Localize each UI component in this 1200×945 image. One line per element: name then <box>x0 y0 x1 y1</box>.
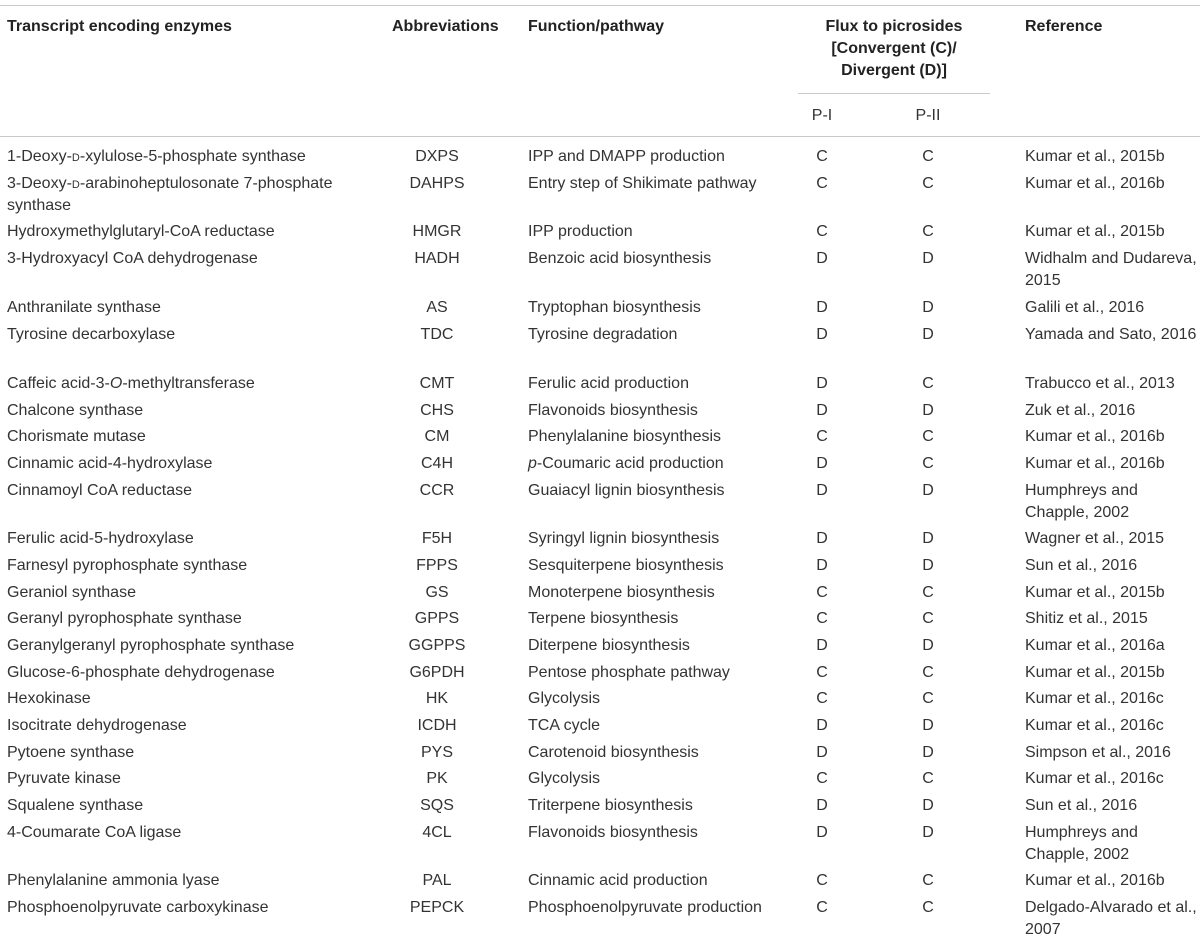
reference-cell: Trabucco et al., 2013 <box>1025 375 1175 392</box>
enzyme-name-suffix: -methyltransferase <box>122 375 255 392</box>
function-text: Carotenoid biosynthesis <box>528 744 699 761</box>
reference-cell: Kumar et al., 2016c <box>1025 770 1164 787</box>
function-text: Guaiacyl lignin biosynthesis <box>528 482 725 499</box>
enzyme-name-text: Cinnamic acid-4-hydroxylase <box>7 455 213 472</box>
function-cell <box>528 582 798 604</box>
flux-p1-cell: C <box>816 175 828 192</box>
header-bottom-rule <box>0 136 1200 137</box>
abbreviation-cell: SQS <box>420 797 454 814</box>
flux-p2-cell: D <box>922 326 934 343</box>
flux-p1-cell: C <box>816 899 828 916</box>
enzyme-name-text: Isocitrate dehydrogenase <box>7 717 187 734</box>
abbreviation-cell: GS <box>425 584 449 601</box>
flux-p1-cell: D <box>816 797 828 814</box>
function-text: Phenylalanine biosynthesis <box>528 428 722 445</box>
enzyme-name-cell <box>7 480 377 502</box>
abbreviation-cell: CM <box>424 428 450 445</box>
enzyme-name-text: Caffeic acid-3- <box>7 375 110 392</box>
reference-cell: Wagner et al., 2015 <box>1025 530 1165 547</box>
flux-p1-cell: D <box>816 717 828 734</box>
flux-p2-cell: D <box>922 797 934 814</box>
flux-p1-cell: C <box>816 690 828 707</box>
flux-p2-cell: C <box>922 770 934 787</box>
function-text: Tryptophan biosynthesis <box>528 299 701 316</box>
enzyme-name-text: Squalene synthase <box>7 797 144 814</box>
function-text: Benzoic acid biosynthesis <box>528 250 712 267</box>
abbreviation-cell: CHS <box>420 402 454 419</box>
flux-p1-cell: D <box>816 250 828 267</box>
abbreviation-cell: PK <box>426 770 448 787</box>
function-text: Cinnamic acid production <box>528 872 708 889</box>
function-text: Entry step of Shikimate pathway <box>528 175 757 192</box>
reference-cell: Kumar et al., 2015b <box>1025 584 1165 601</box>
function-cell <box>528 742 798 764</box>
enzyme-name-cell <box>7 582 377 604</box>
enzyme-name-cell <box>7 742 377 764</box>
function-cell <box>528 480 798 502</box>
function-cell <box>528 173 798 195</box>
enzyme-name-cell <box>7 795 377 817</box>
reference-cell: Sun et al., 2016 <box>1025 557 1138 574</box>
enzyme-name-text: Geranyl pyrophosphate synthase <box>7 610 242 627</box>
function-cell <box>528 897 798 919</box>
reference-cell: Kumar et al., 2015b <box>1025 223 1165 240</box>
flux-subheader-rule <box>798 93 990 94</box>
enzyme-name-cell <box>7 146 377 168</box>
enzyme-name-cell <box>7 688 377 710</box>
enzyme-name-cell <box>7 173 377 217</box>
enzyme-name-text: 4-Coumarate CoA ligase <box>7 824 182 841</box>
reference-cell: Kumar et al., 2016b <box>1025 428 1165 445</box>
enzyme-name-smallcaps: d <box>71 175 80 192</box>
enzyme-name-cell <box>7 608 377 630</box>
abbreviation-cell: ICDH <box>417 717 457 734</box>
enzyme-name-smallcaps: d <box>71 148 80 165</box>
header-enzyme: Transcript encoding enzymes <box>7 18 232 35</box>
flux-p2-cell: D <box>922 824 934 841</box>
flux-p2-cell: D <box>922 530 934 547</box>
enzyme-name-suffix: -xylulose-5-phosphate synthase <box>79 148 306 165</box>
enzyme-name-text: Chalcone synthase <box>7 402 144 419</box>
flux-p1-cell: C <box>816 148 828 165</box>
function-cell <box>528 822 798 844</box>
flux-p2-cell: C <box>922 428 934 445</box>
function-text: Pentose phosphate pathway <box>528 664 730 681</box>
abbreviation-cell: 4CL <box>422 824 452 841</box>
enzyme-name-cell <box>7 822 377 844</box>
flux-p1-cell: C <box>816 872 828 889</box>
enzyme-name-cell <box>7 555 377 577</box>
function-cell <box>528 795 798 817</box>
function-text: Diterpene biosynthesis <box>528 637 690 654</box>
flux-p1-cell: C <box>816 223 828 240</box>
flux-p1-cell: D <box>816 299 828 316</box>
flux-p2-cell: D <box>922 637 934 654</box>
function-cell <box>528 635 798 657</box>
flux-p1-cell: C <box>816 428 828 445</box>
enzyme-name-text: 3-Deoxy- <box>7 175 72 192</box>
enzyme-name-text: Geranylgeranyl pyrophosphate synthase <box>7 637 295 654</box>
flux-p2-cell: C <box>922 375 934 392</box>
flux-p2-cell: C <box>922 872 934 889</box>
enzyme-name-cell <box>7 662 377 684</box>
reference-cell: Humphreys and Chapple, 2002 <box>1025 824 1138 863</box>
top-rule <box>0 5 1200 6</box>
flux-p2-cell: C <box>922 223 934 240</box>
abbreviation-cell: PYS <box>420 744 453 761</box>
enzyme-name-text: 3-Hydroxyacyl CoA dehydrogenase <box>7 250 258 267</box>
enzyme-name-cell <box>7 221 377 243</box>
enzyme-name-cell <box>7 426 377 448</box>
enzyme-name-text: Ferulic acid-5-hydroxylase <box>7 530 194 547</box>
enzyme-name-text: Tyrosine decarboxylase <box>7 326 176 343</box>
flux-p1-cell: C <box>816 664 828 681</box>
header-flux-line-1: Flux to picrosides <box>825 18 963 35</box>
flux-p2-cell: D <box>922 402 934 419</box>
abbreviation-cell: DXPS <box>415 148 459 165</box>
function-cell <box>528 715 798 737</box>
flux-p2-cell: D <box>922 299 934 316</box>
flux-p2-cell: D <box>922 557 934 574</box>
enzyme-name-cell <box>7 768 377 790</box>
function-cell <box>528 528 798 550</box>
enzyme-name-text: 1-Deoxy- <box>7 148 72 165</box>
reference-cell: Sun et al., 2016 <box>1025 797 1138 814</box>
function-cell <box>528 297 798 319</box>
flux-p1-cell: C <box>816 610 828 627</box>
abbreviation-cell: HMGR <box>412 223 462 240</box>
enzyme-name-text: Pyruvate kinase <box>7 770 121 787</box>
abbreviation-cell: GGPPS <box>408 637 466 654</box>
abbreviation-cell: TDC <box>420 326 454 343</box>
reference-cell: Delgado-Alvarado et al., 2007 <box>1025 899 1197 938</box>
header-reference: Reference <box>1025 18 1103 35</box>
function-cell <box>528 426 798 448</box>
enzyme-name-cell <box>7 870 377 892</box>
abbreviation-cell: CMT <box>419 375 455 392</box>
flux-p1-cell: D <box>816 375 828 392</box>
flux-p2-cell: D <box>922 482 934 499</box>
subheader-p1: P-I <box>811 107 833 124</box>
enzyme-name-text: Glucose-6-phosphate dehydrogenase <box>7 664 275 681</box>
enzyme-name-text: Anthranilate synthase <box>7 299 161 316</box>
abbreviation-cell: FPPS <box>416 557 458 574</box>
function-text: Tyrosine degradation <box>528 326 678 343</box>
abbreviation-cell: DAHPS <box>409 175 465 192</box>
reference-cell: Kumar et al., 2016c <box>1025 717 1164 734</box>
function-text: IPP production <box>528 223 633 240</box>
enzyme-name-cell <box>7 528 377 550</box>
flux-p1-cell: D <box>816 557 828 574</box>
enzyme-name-cell <box>7 453 377 475</box>
function-text: Glycolysis <box>528 690 601 707</box>
function-text: Triterpene biosynthesis <box>528 797 693 814</box>
abbreviation-cell: G6PDH <box>409 664 465 681</box>
flux-p2-cell: C <box>922 690 934 707</box>
function-cell <box>528 373 798 395</box>
header-flux-line-2: [Convergent (C)/ <box>831 40 957 57</box>
flux-p2-cell: C <box>922 455 934 472</box>
enzyme-name-cell <box>7 248 377 270</box>
flux-p1-cell: D <box>816 530 828 547</box>
flux-p1-cell: D <box>816 455 828 472</box>
function-cell <box>528 453 798 475</box>
function-text: Flavonoids biosynthesis <box>528 402 698 419</box>
flux-p2-cell: C <box>922 664 934 681</box>
flux-p2-cell: C <box>922 610 934 627</box>
function-text: TCA cycle <box>528 717 601 734</box>
flux-p1-cell: D <box>816 744 828 761</box>
flux-p1-cell: C <box>816 770 828 787</box>
reference-cell: Zuk et al., 2016 <box>1025 402 1136 419</box>
function-cell <box>528 248 798 270</box>
function-text: Phosphoenolpyruvate production <box>528 899 762 916</box>
reference-cell: Kumar et al., 2016c <box>1025 690 1164 707</box>
reference-cell: Kumar et al., 2016b <box>1025 175 1165 192</box>
abbreviation-cell: PAL <box>422 872 452 889</box>
enzyme-name-cell <box>7 635 377 657</box>
enzyme-name-cell <box>7 897 377 919</box>
enzyme-name-cell <box>7 373 377 395</box>
function-cell <box>528 688 798 710</box>
enzyme-name-text: Cinnamoyl CoA reductase <box>7 482 192 499</box>
flux-p2-cell: C <box>922 584 934 601</box>
flux-p1-cell: D <box>816 482 828 499</box>
reference-cell: Simpson et al., 2016 <box>1025 744 1171 761</box>
reference-cell: Yamada and Sato, 2016 <box>1025 326 1197 343</box>
function-text: Monoterpene biosynthesis <box>528 584 715 601</box>
flux-p2-cell: D <box>922 744 934 761</box>
reference-cell: Kumar et al., 2016b <box>1025 872 1165 889</box>
flux-p1-cell: D <box>816 824 828 841</box>
flux-p2-cell: D <box>922 250 934 267</box>
subheader-p2: P-II <box>915 107 941 124</box>
function-cell <box>528 608 798 630</box>
enzyme-name-text: Phenylalanine ammonia lyase <box>7 872 220 889</box>
reference-cell: Shitiz et al., 2015 <box>1025 610 1148 627</box>
function-cell <box>528 324 798 346</box>
flux-p2-cell: C <box>922 148 934 165</box>
function-text: -Coumaric acid production <box>536 455 724 472</box>
reference-cell: Kumar et al., 2016a <box>1025 637 1165 654</box>
abbreviation-cell: GPPS <box>414 610 460 627</box>
function-text: IPP and DMAPP production <box>528 148 725 165</box>
reference-cell: Kumar et al., 2016b <box>1025 455 1165 472</box>
function-text: Ferulic acid production <box>528 375 689 392</box>
function-cell <box>528 221 798 243</box>
reference-cell: Widhalm and Dudareva, 2015 <box>1025 250 1197 289</box>
flux-p1-cell: D <box>816 326 828 343</box>
function-cell <box>528 870 798 892</box>
enzyme-name-italic: O <box>109 375 123 392</box>
flux-p2-cell: C <box>922 899 934 916</box>
header-flux-line-3: Divergent (D)] <box>841 62 947 79</box>
enzyme-name-text: Phosphoenolpyruvate carboxykinase <box>7 899 269 916</box>
flux-p1-cell: D <box>816 402 828 419</box>
reference-cell: Kumar et al., 2015b <box>1025 664 1165 681</box>
abbreviation-cell: HK <box>425 690 449 707</box>
header-abbreviation: Abbreviations <box>392 18 499 35</box>
function-text: Glycolysis <box>528 770 601 787</box>
function-cell <box>528 768 798 790</box>
enzyme-name-suffix: -arabinoheptulosonate 7-phosphate synthase <box>7 175 333 214</box>
function-text: Syringyl lignin biosynthesis <box>528 530 720 547</box>
header-flux <box>798 16 990 82</box>
enzyme-name-cell <box>7 324 377 346</box>
abbreviation-cell: PEPCK <box>409 899 465 916</box>
reference-cell: Kumar et al., 2015b <box>1025 148 1165 165</box>
flux-p2-cell: C <box>922 175 934 192</box>
enzyme-name-cell <box>7 297 377 319</box>
enzyme-name-text: Chorismate mutase <box>7 428 146 445</box>
abbreviation-cell: C4H <box>420 455 453 472</box>
enzyme-name-text: Pytoene synthase <box>7 744 135 761</box>
function-text: Sesquiterpene biosynthesis <box>528 557 724 574</box>
enzyme-name-text: Geraniol synthase <box>7 584 136 601</box>
function-cell <box>528 400 798 422</box>
function-italic-prefix: p <box>528 455 537 472</box>
reference-cell: Humphreys and Chapple, 2002 <box>1025 482 1138 521</box>
enzyme-name-text: Hexokinase <box>7 690 91 707</box>
function-cell <box>528 146 798 168</box>
header-function: Function/pathway <box>528 18 664 35</box>
reference-cell: Galili et al., 2016 <box>1025 299 1145 316</box>
function-text: Terpene biosynthesis <box>528 610 679 627</box>
flux-p1-cell: C <box>816 584 828 601</box>
enzyme-name-text: Hydroxymethylglutaryl-CoA reductase <box>7 223 275 240</box>
abbreviation-cell: HADH <box>414 250 460 267</box>
abbreviation-cell: F5H <box>421 530 453 547</box>
function-cell <box>528 662 798 684</box>
function-text: Flavonoids biosynthesis <box>528 824 698 841</box>
enzyme-name-cell <box>7 715 377 737</box>
function-cell <box>528 555 798 577</box>
enzyme-name-cell <box>7 400 377 422</box>
abbreviation-cell: AS <box>426 299 448 316</box>
abbreviation-cell: CCR <box>419 482 455 499</box>
enzyme-name-text: Farnesyl pyrophosphate synthase <box>7 557 248 574</box>
flux-p1-cell: D <box>816 637 828 654</box>
flux-p2-cell: D <box>922 717 934 734</box>
